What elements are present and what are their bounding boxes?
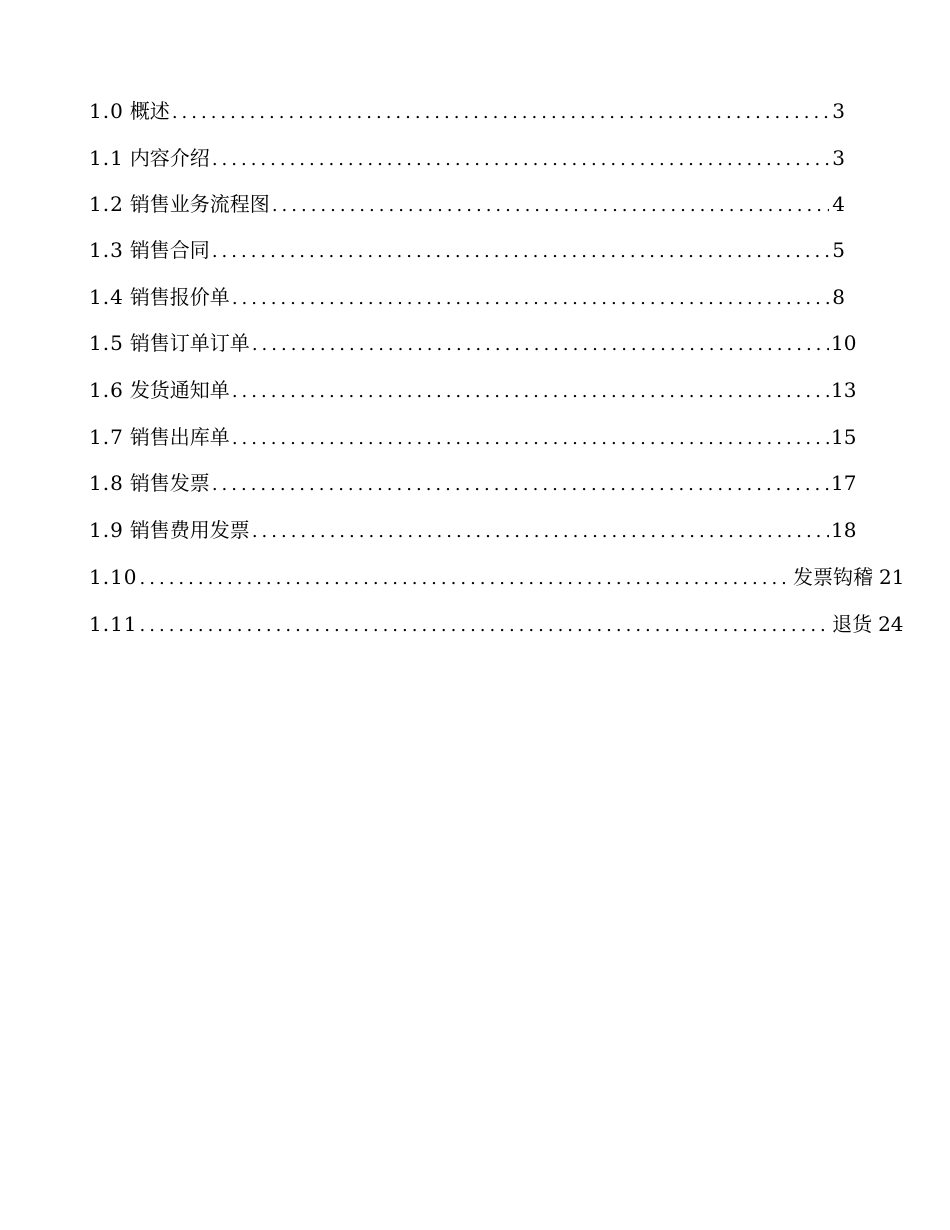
toc-entry-title: 销售合同 xyxy=(129,238,210,262)
toc-entry[interactable] xyxy=(89,189,845,219)
toc-entry-title: 销售业务流程图 xyxy=(129,192,270,216)
toc-entry-page: 24 xyxy=(878,612,904,636)
toc-dot-leader xyxy=(212,470,829,500)
toc-entry[interactable] xyxy=(89,468,857,498)
toc-entry-title: 概述 xyxy=(129,99,170,123)
toc-entry-title: 销售发票 xyxy=(129,471,210,495)
toc-entry[interactable] xyxy=(89,235,845,265)
toc-entry-number: 1.7 xyxy=(89,425,124,449)
toc-dot-leader xyxy=(232,377,829,407)
toc-entry-page: 13 xyxy=(831,378,857,402)
toc-entry-title: 销售报价单 xyxy=(129,285,230,309)
toc-entry-page: 18 xyxy=(831,518,857,542)
toc-entry-title: 退货 xyxy=(832,612,873,636)
toc-entry-number: 1.8 xyxy=(89,471,124,495)
toc-entry[interactable] xyxy=(89,375,857,405)
toc-entry-title: 销售订单订单 xyxy=(129,331,250,355)
toc-dot-leader xyxy=(252,330,829,360)
toc-entry-number: 1.5 xyxy=(89,331,124,355)
toc-dot-leader xyxy=(140,611,825,641)
toc-dot-leader xyxy=(212,237,829,267)
toc-entry-page: 21 xyxy=(879,565,905,589)
toc-entry-page: 15 xyxy=(831,425,857,449)
toc-entry-page: 8 xyxy=(832,285,845,309)
toc-dot-leader xyxy=(232,424,829,454)
toc-entry-page: 3 xyxy=(832,146,845,170)
toc-entry-page: 3 xyxy=(832,99,845,123)
toc-entry-number: 1.4 xyxy=(89,285,124,309)
toc-entry[interactable] xyxy=(89,282,845,312)
toc-entry[interactable] xyxy=(89,609,904,639)
toc-entry-title: 发货通知单 xyxy=(129,378,230,402)
toc-entry-number: 1.0 xyxy=(89,99,124,123)
toc-entry-page: 17 xyxy=(831,471,857,495)
toc-entry-title: 销售费用发票 xyxy=(129,518,250,542)
toc-entry-number: 1.10 xyxy=(89,565,138,589)
toc-entry-number: 1.1 xyxy=(89,146,124,170)
toc-entry-title: 销售出库单 xyxy=(129,425,230,449)
toc-entry[interactable] xyxy=(89,562,905,592)
toc-entry-title: 发票钩稽 xyxy=(793,565,874,589)
toc-entry[interactable] xyxy=(89,422,857,452)
toc-dot-leader xyxy=(212,145,829,175)
toc-entry[interactable] xyxy=(89,328,857,358)
toc-dot-leader xyxy=(232,284,829,314)
toc-entry[interactable] xyxy=(89,143,845,173)
toc-dot-leader xyxy=(272,191,829,221)
toc-entry-page: 10 xyxy=(831,331,857,355)
toc-entry-number: 1.9 xyxy=(89,518,124,542)
toc-entry-page: 4 xyxy=(832,192,845,216)
toc-entry-number: 1.11 xyxy=(89,612,138,636)
toc-dot-leader xyxy=(140,564,786,594)
toc-entry[interactable] xyxy=(89,96,845,126)
toc-entry-number: 1.3 xyxy=(89,238,124,262)
toc-entry-number: 1.6 xyxy=(89,378,124,402)
toc-entry-page: 5 xyxy=(832,238,845,262)
toc-dot-leader xyxy=(172,98,829,128)
toc-dot-leader xyxy=(252,517,829,547)
toc-entry-title: 内容介绍 xyxy=(129,146,210,170)
toc-entry[interactable] xyxy=(89,515,857,545)
toc-entry-number: 1.2 xyxy=(89,192,124,216)
